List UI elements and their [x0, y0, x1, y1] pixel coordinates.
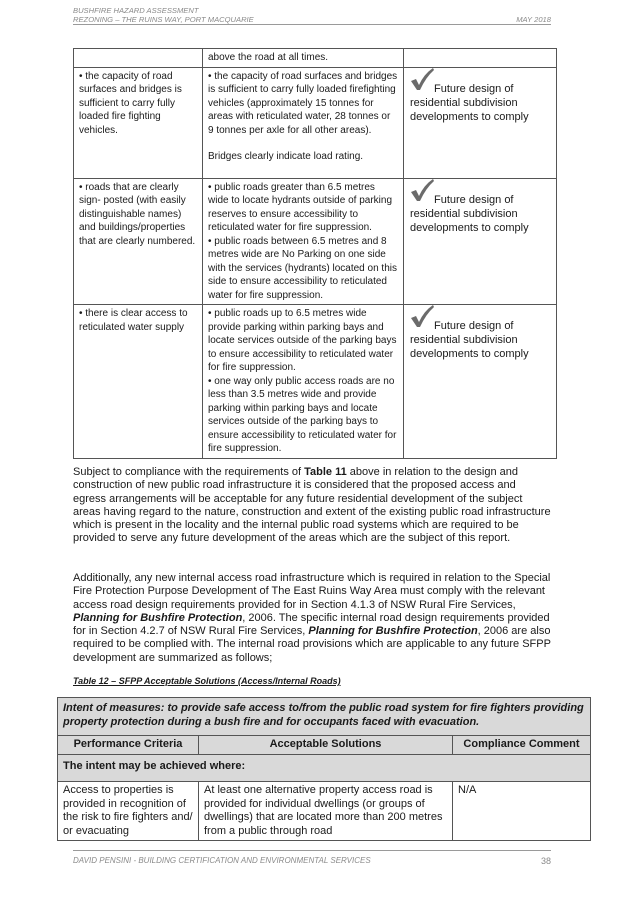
table-row	[58, 754, 591, 782]
body-paragraph	[73, 466, 551, 546]
publication-title: Planning for Bushfire Protection	[308, 625, 478, 638]
header-title: BUSHFIRE HAZARD ASSESSMENT	[73, 6, 199, 15]
solution-text: • public roads up to 6.5 metres wide provide parking within parking bays and locate services outside of the parking bays to ensure accessibility to reticulated water for fire suppression.	[208, 308, 397, 373]
table-row	[74, 178, 557, 305]
solution-text: Bridges clearly indicate load rating.	[208, 151, 364, 162]
checkmark-icon	[409, 178, 435, 204]
body-paragraph	[73, 572, 551, 665]
comment-text: Future design of residential subdivision developments to comply	[410, 82, 529, 123]
table-header-row	[58, 736, 591, 755]
solutions-cell: At least one alternative property access road is provided for individual dwellings (or groups of dwellings) that are located more than 200 metres from a public through road	[199, 782, 453, 841]
table-cell	[404, 49, 557, 68]
criteria-cell: • roads that are clearly sign- posted (with easily distinguishable names) and buildings/properties that are clearly numbered.	[74, 178, 203, 305]
page-header	[73, 6, 551, 24]
comment-cell: N/A	[453, 782, 591, 841]
solutions-cell	[203, 178, 404, 305]
comment-text: Future design of residential subdivision developments to comply	[410, 320, 529, 360]
page-footer	[73, 856, 551, 865]
criteria-cell: • the capacity of road surfaces and bridges is sufficient to carry fully loaded fire fighting vehicles.	[74, 67, 203, 178]
header-date: MAY 2018	[516, 15, 551, 24]
table-cell: above the road at all times.	[203, 49, 404, 68]
criteria-cell: • there is clear access to reticulated water supply	[74, 305, 203, 459]
column-header: Compliance Comment	[453, 736, 591, 755]
criteria-cell: Access to properties is provided in recognition of the risk to fire fighters and/ or evacuating	[58, 782, 199, 841]
table-row	[74, 49, 557, 68]
column-header: Performance Criteria	[58, 736, 199, 755]
table-caption: Table 12 – SFPP Acceptable Solutions (Access/Internal Roads)	[73, 676, 341, 686]
table-row	[74, 67, 557, 178]
solution-text: • one way only public access roads are no less than 3.5 metres wide and provide parking within parking bays and locate services outside of the parking bays to ensure accessibility to reticulated water for fire suppression.	[208, 375, 397, 454]
table-row	[74, 305, 557, 459]
page-number: 38	[540, 856, 551, 866]
column-header: Acceptable Solutions	[199, 736, 453, 755]
table-reference: Table 11	[304, 466, 347, 478]
checkmark-icon	[409, 67, 435, 93]
text-run: Additionally, any new internal access road infrastructure which is required in relation to the Special Fire Protection Purpose Development of The East Ruins Way Area must comply with the relevant access road design requirements provided for in Section 4.1.3 of NSW Rural Fire Services,	[73, 572, 551, 611]
solution-text: • the capacity of road surfaces and bridges is sufficient to carry fully loaded firefighting vehicles (approximately 15 tonnes for areas with reticulated water, 28 tonnes or 9 tonnes per axle for all other areas).	[208, 70, 398, 136]
comment-cell	[404, 67, 557, 178]
table-row	[58, 698, 591, 736]
comment-text: Future design of residential subdivision developments to comply	[410, 193, 529, 234]
text-run: , 2006 are also required to be complied with. The internal road provisions which are applicable to any future SFPP development are summarized as follows;	[73, 625, 551, 664]
subheading-cell: The intent may be achieved where:	[58, 754, 591, 782]
table-row	[58, 782, 591, 841]
table-12	[57, 697, 591, 841]
table-11-continued	[73, 48, 557, 459]
text-run: , 2006. The specific internal road design requirements provided for in Section 4.2.7 of NSW Rural Fire Services,	[73, 611, 550, 638]
solutions-cell	[203, 67, 404, 178]
comment-cell	[404, 305, 557, 459]
intent-cell: Intent of measures: to provide safe access to/from the public road system for fire fighters providing property protection during a bush fire and for occupants faced with evacuation.	[58, 698, 591, 736]
comment-cell	[404, 178, 557, 305]
publication-title: Planning for Bushfire Protection	[73, 611, 243, 624]
text-run: Subject to compliance with the requirements of	[73, 466, 305, 478]
header-subtitle: REZONING – THE RUINS WAY, PORT MACQUARIE	[73, 15, 254, 24]
solutions-cell	[203, 305, 404, 459]
footer-divider	[73, 850, 551, 851]
text-run: above in relation to the design and construction of new public road infrastructure it is considered that the proposed access and egress arrangements will be acceptable for any future residential development of the subject areas having regard to the nature, construction and extent of the existing public road infrastructure which is present in the locality and the internal public road systems which are required to be provided to serve any future development of the areas which are the subject of this report.	[73, 466, 551, 545]
solution-text: • public roads between 6.5 metres and 8 metres wide are No Parking on one side with the services (hydrants) located on this side to ensure accessibility to reticulated water for fire suppression.	[208, 235, 397, 301]
table-cell	[74, 49, 203, 68]
solution-text: • public roads greater than 6.5 metres wide to locate hydrants outside of parking reserves to ensure accessibility to reticulated water for fire suppression.	[208, 181, 392, 233]
footer-text: DAVID PENSINI - BUILDING CERTIFICATION AND ENVIRONMENTAL SERVICES	[73, 856, 371, 865]
header-divider	[73, 24, 551, 25]
checkmark-icon	[409, 304, 435, 330]
